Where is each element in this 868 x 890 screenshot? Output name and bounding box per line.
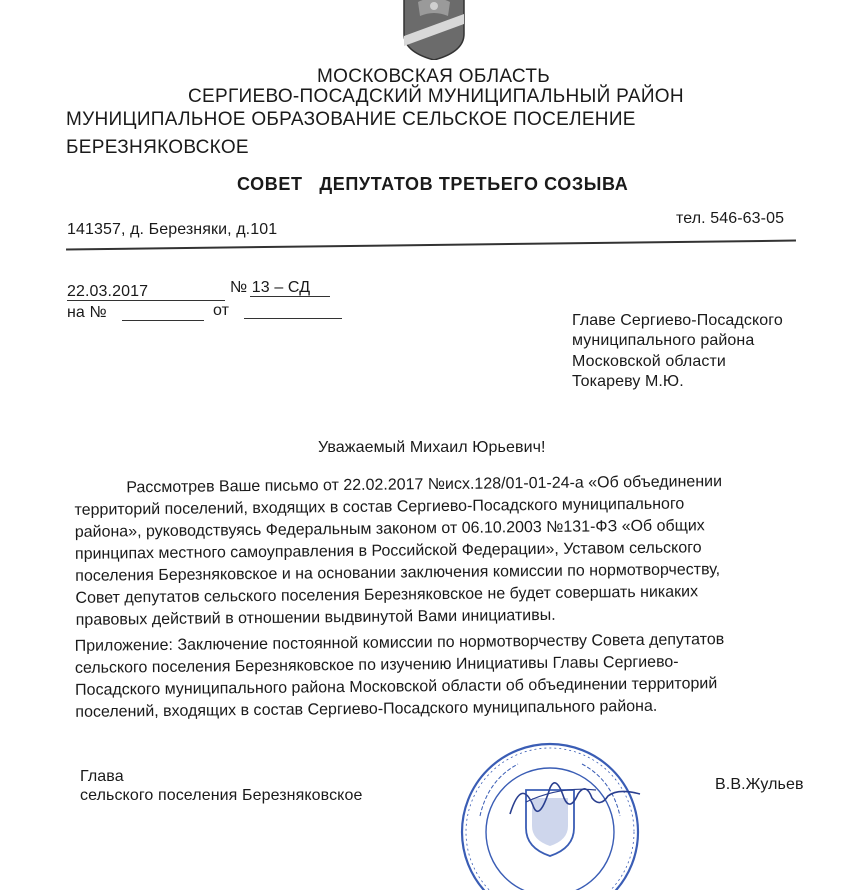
recipient-line-1: Главе Сергиево-Посадского [572,312,783,329]
coat-of-arms-icon [398,0,470,60]
registry-number: № 13 – СД [230,279,311,296]
address: 141357, д. Березняки, д.101 [67,221,278,238]
council-title: СОВЕТ ДЕПУТАТОВ ТРЕТЬЕГО СОЗЫВА [237,174,629,194]
header-municipality: МУНИЦИПАЛЬНОЕ ОБРАЗОВАНИЕ СЕЛЬСКОЕ ПОСЕЛЕНИЕ [66,109,636,130]
p2-line: Приложение: Заключение постоянной комиссии по нормотворчеству Совета депутатов [74,631,725,655]
handwritten-signature-icon [500,768,650,828]
number-underline [250,296,330,297]
recipient-line-2: муниципального района [572,332,755,349]
body-paragraph-1 [74,470,816,632]
reply-from-label: от [213,302,230,319]
p1-line: принципах местного самоуправления в Российской Федерации», Уставом сельского [74,539,702,563]
signature-title-1: Глава [80,768,124,785]
header-district: СЕРГИЕВО-ПОСАДСКИЙ МУНИЦИПАЛЬНЫЙ РАЙОН [188,86,684,107]
p2-line: поселений, входящих в состав Сергиево-Посадского муниципального района. [75,697,658,721]
p1-line: правовых действий в отношении выдвинутой Вами инициативы. [75,606,556,629]
p1-line: Рассмотрев Ваше письмо от 22.02.2017 №исх.128/01-01-24-а «Об объединении [126,473,723,497]
salutation: Уважаемый Михаил Юрьевич! [318,439,546,456]
body-paragraph-2 [75,628,816,724]
reply-to-underline [122,320,204,321]
p1-line: района», руководствуясь Федеральным законом от 06.10.2003 №131-ФЗ «Об общих [74,517,705,541]
recipient-line-3: Московской области [572,353,726,370]
registry-date: 22.03.2017 [67,283,149,300]
p2-line: Посадского муниципального района Московской области об объединении территорий [75,675,718,699]
p1-line: поселения Березняковское и на основании заключения комиссии по нормотворчеству, [75,561,721,585]
p1-line: территорий поселений, входящих в состав Сергиево-Посадского муниципального [74,495,685,519]
header-settlement: БЕРЕЗНЯКОВСКОЕ [66,137,249,158]
p2-line: сельского поселения Березняковское по изучению Инициативы Главы Сергиево- [74,653,679,677]
header-divider [66,240,796,250]
reply-to-label: на № [67,304,107,321]
date-underline [67,300,225,301]
signature-name: В.В.Жульев [715,776,804,793]
reply-from-underline [244,318,342,319]
recipient-line-4: Токареву М.Ю. [572,373,684,390]
header-region: МОСКОВСКАЯ ОБЛАСТЬ [317,66,551,87]
p1-line: Совет депутатов сельского поселения Березняковское не будет совершать никаких [75,583,699,607]
signature-title-2: сельского поселения Березняковское [80,787,363,804]
phone: тел. 546-63-05 [676,210,785,227]
